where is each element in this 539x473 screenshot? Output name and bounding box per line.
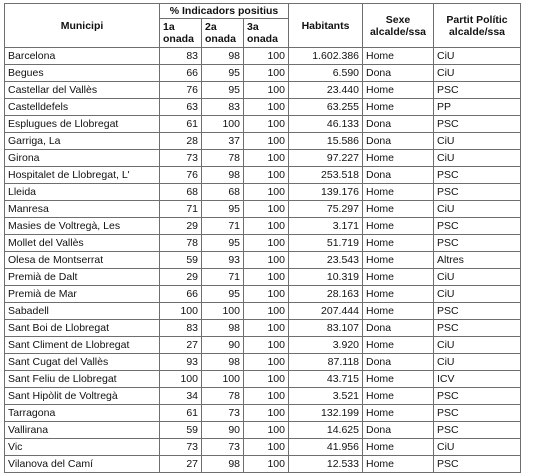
cell-habitants: 28.163 [289, 286, 363, 303]
cell-onada-1: 76 [160, 167, 202, 184]
cell-partit: PSC [434, 116, 521, 133]
cell-sexe: Home [363, 303, 434, 320]
table-row [5, 337, 521, 354]
table-row [5, 116, 521, 133]
cell-municipi: Sant Cugat del Vallès [5, 354, 160, 371]
cell-onada-2: 71 [202, 269, 244, 286]
cell-onada-3: 100 [244, 405, 289, 422]
cell-partit: CiU [434, 286, 521, 303]
cell-onada-2: 98 [202, 354, 244, 371]
cell-municipi: Hospitalet de Llobregat, L' [5, 167, 160, 184]
cell-habitants: 83.107 [289, 320, 363, 337]
cell-partit: PSC [434, 405, 521, 422]
cell-onada-2: 71 [202, 218, 244, 235]
cell-partit: PSC [434, 167, 521, 184]
cell-habitants: 23.543 [289, 252, 363, 269]
cell-onada-1: 34 [160, 388, 202, 405]
cell-onada-1: 73 [160, 150, 202, 167]
cell-municipi: Sant Hipòlit de Voltregà [5, 388, 160, 405]
cell-municipi: Castellar del Vallès [5, 82, 160, 99]
cell-habitants: 46.133 [289, 116, 363, 133]
cell-onada-1: 100 [160, 303, 202, 320]
cell-onada-2: 98 [202, 320, 244, 337]
cell-onada-1: 83 [160, 48, 202, 65]
cell-partit: Altres [434, 252, 521, 269]
cell-onada-1: 63 [160, 99, 202, 116]
table-row [5, 201, 521, 218]
cell-municipi: Mollet del Vallès [5, 235, 160, 252]
cell-municipi: Manresa [5, 201, 160, 218]
cell-sexe: Home [363, 286, 434, 303]
cell-onada-3: 100 [244, 354, 289, 371]
cell-sexe: Home [363, 439, 434, 456]
cell-onada-3: 100 [244, 439, 289, 456]
cell-onada-3: 100 [244, 235, 289, 252]
cell-partit: PSC [434, 303, 521, 320]
cell-municipi: Barcelona [5, 48, 160, 65]
cell-municipi: Vallirana [5, 422, 160, 439]
cell-habitants: 14.625 [289, 422, 363, 439]
cell-habitants: 10.319 [289, 269, 363, 286]
cell-sexe: Home [363, 150, 434, 167]
cell-onada-2: 98 [202, 167, 244, 184]
cell-habitants: 207.444 [289, 303, 363, 320]
cell-sexe: Dona [363, 422, 434, 439]
cell-habitants: 97.227 [289, 150, 363, 167]
table-row [5, 218, 521, 235]
table-row [5, 133, 521, 150]
cell-partit: PSC [434, 82, 521, 99]
cell-onada-1: 71 [160, 201, 202, 218]
cell-municipi: Sant Boi de Llobregat [5, 320, 160, 337]
cell-onada-3: 100 [244, 48, 289, 65]
header-municipi: Municipi [5, 4, 160, 48]
table-row [5, 320, 521, 337]
cell-partit: PSC [434, 388, 521, 405]
cell-onada-2: 78 [202, 388, 244, 405]
cell-onada-3: 100 [244, 252, 289, 269]
cell-habitants: 1.602.386 [289, 48, 363, 65]
cell-habitants: 132.199 [289, 405, 363, 422]
cell-sexe: Dona [363, 116, 434, 133]
cell-onada-2: 90 [202, 422, 244, 439]
cell-sexe: Home [363, 82, 434, 99]
cell-partit: PSC [434, 422, 521, 439]
cell-partit: PSC [434, 184, 521, 201]
cell-municipi: Premià de Mar [5, 286, 160, 303]
cell-onada-2: 73 [202, 405, 244, 422]
cell-habitants: 15.586 [289, 133, 363, 150]
cell-onada-3: 100 [244, 167, 289, 184]
cell-onada-3: 100 [244, 184, 289, 201]
cell-sexe: Dona [363, 65, 434, 82]
cell-habitants: 139.176 [289, 184, 363, 201]
cell-onada-2: 90 [202, 337, 244, 354]
cell-onada-2: 95 [202, 82, 244, 99]
cell-onada-2: 95 [202, 201, 244, 218]
cell-partit: PSC [434, 320, 521, 337]
cell-habitants: 87.118 [289, 354, 363, 371]
cell-onada-3: 100 [244, 116, 289, 133]
municipis-table [4, 3, 521, 473]
header-sexe: Sexe alcalde/ssa [363, 4, 434, 48]
cell-onada-3: 100 [244, 133, 289, 150]
cell-partit: CiU [434, 48, 521, 65]
cell-partit: CiU [434, 65, 521, 82]
cell-municipi: Olesa de Montserrat [5, 252, 160, 269]
cell-onada-1: 78 [160, 235, 202, 252]
cell-onada-1: 59 [160, 422, 202, 439]
cell-onada-1: 27 [160, 456, 202, 473]
cell-partit: CiU [434, 337, 521, 354]
cell-municipi: Castelldefels [5, 99, 160, 116]
cell-partit: CiU [434, 133, 521, 150]
cell-habitants: 12.533 [289, 456, 363, 473]
cell-onada-2: 98 [202, 456, 244, 473]
cell-municipi: Vilanova del Camí [5, 456, 160, 473]
cell-partit: CiU [434, 354, 521, 371]
cell-sexe: Home [363, 218, 434, 235]
cell-onada-3: 100 [244, 65, 289, 82]
cell-municipi: Tarragona [5, 405, 160, 422]
cell-onada-3: 100 [244, 388, 289, 405]
cell-habitants: 253.518 [289, 167, 363, 184]
cell-partit: PSC [434, 235, 521, 252]
cell-onada-3: 100 [244, 456, 289, 473]
cell-municipi: Begues [5, 65, 160, 82]
cell-sexe: Home [363, 388, 434, 405]
cell-onada-2: 95 [202, 65, 244, 82]
table-row [5, 354, 521, 371]
cell-sexe: Home [363, 337, 434, 354]
cell-onada-1: 68 [160, 184, 202, 201]
table-row [5, 439, 521, 456]
cell-sexe: Home [363, 201, 434, 218]
cell-municipi: Lleida [5, 184, 160, 201]
header-partit: Partit Polític alcalde/ssa [434, 4, 521, 48]
cell-partit: CiU [434, 269, 521, 286]
cell-onada-2: 100 [202, 371, 244, 388]
cell-onada-2: 100 [202, 303, 244, 320]
cell-onada-2: 100 [202, 116, 244, 133]
cell-sexe: Home [363, 405, 434, 422]
cell-onada-3: 100 [244, 320, 289, 337]
cell-onada-1: 27 [160, 337, 202, 354]
cell-onada-1: 73 [160, 439, 202, 456]
cell-onada-1: 59 [160, 252, 202, 269]
table-row [5, 184, 521, 201]
cell-onada-1: 61 [160, 405, 202, 422]
cell-habitants: 75.297 [289, 201, 363, 218]
cell-onada-2: 73 [202, 439, 244, 456]
cell-sexe: Home [363, 235, 434, 252]
table-row [5, 99, 521, 116]
cell-onada-2: 68 [202, 184, 244, 201]
cell-partit: CiU [434, 150, 521, 167]
cell-partit: CiU [434, 439, 521, 456]
cell-onada-3: 100 [244, 337, 289, 354]
table-row [5, 65, 521, 82]
cell-onada-1: 66 [160, 286, 202, 303]
cell-habitants: 63.255 [289, 99, 363, 116]
cell-onada-3: 100 [244, 371, 289, 388]
cell-habitants: 3.171 [289, 218, 363, 235]
cell-habitants: 6.590 [289, 65, 363, 82]
cell-sexe: Dona [363, 133, 434, 150]
cell-onada-2: 95 [202, 286, 244, 303]
cell-municipi: Premià de Dalt [5, 269, 160, 286]
cell-habitants: 41.956 [289, 439, 363, 456]
cell-sexe: Dona [363, 354, 434, 371]
cell-sexe: Home [363, 252, 434, 269]
cell-habitants: 3.920 [289, 337, 363, 354]
cell-sexe: Home [363, 48, 434, 65]
cell-onada-1: 83 [160, 320, 202, 337]
cell-onada-1: 76 [160, 82, 202, 99]
table-row [5, 303, 521, 320]
cell-habitants: 43.715 [289, 371, 363, 388]
cell-onada-3: 100 [244, 269, 289, 286]
table-row [5, 150, 521, 167]
cell-sexe: Dona [363, 167, 434, 184]
cell-onada-1: 28 [160, 133, 202, 150]
cell-onada-1: 93 [160, 354, 202, 371]
cell-onada-3: 100 [244, 99, 289, 116]
cell-partit: PSC [434, 218, 521, 235]
cell-municipi: Sabadell [5, 303, 160, 320]
cell-sexe: Dona [363, 320, 434, 337]
cell-onada-3: 100 [244, 150, 289, 167]
cell-municipi: Sant Climent de Llobregat [5, 337, 160, 354]
cell-onada-2: 98 [202, 48, 244, 65]
cell-municipi: Girona [5, 150, 160, 167]
table-row [5, 388, 521, 405]
cell-partit: CiU [434, 201, 521, 218]
table-row [5, 371, 521, 388]
header-onada-3: 3a onada [244, 19, 289, 48]
cell-municipi: Vic [5, 439, 160, 456]
cell-habitants: 51.719 [289, 235, 363, 252]
cell-habitants: 23.440 [289, 82, 363, 99]
cell-onada-1: 61 [160, 116, 202, 133]
cell-onada-2: 93 [202, 252, 244, 269]
table-row [5, 235, 521, 252]
cell-onada-3: 100 [244, 201, 289, 218]
cell-onada-3: 100 [244, 82, 289, 99]
cell-onada-2: 78 [202, 150, 244, 167]
cell-habitants: 3.521 [289, 388, 363, 405]
cell-partit: PSC [434, 456, 521, 473]
cell-municipi: Esplugues de Llobregat [5, 116, 160, 133]
cell-onada-2: 37 [202, 133, 244, 150]
table-row [5, 167, 521, 184]
cell-onada-1: 29 [160, 218, 202, 235]
cell-onada-3: 100 [244, 422, 289, 439]
header-habitants: Habitants [289, 4, 363, 48]
table-row [5, 422, 521, 439]
cell-sexe: Home [363, 371, 434, 388]
cell-sexe: Home [363, 184, 434, 201]
cell-municipi: Garriga, La [5, 133, 160, 150]
cell-onada-1: 29 [160, 269, 202, 286]
table-body [5, 48, 521, 473]
header-onada-2: 2a onada [202, 19, 244, 48]
header-indicadors: % Indicadors positius [160, 4, 289, 19]
cell-sexe: Home [363, 269, 434, 286]
municipis-table-container [4, 3, 521, 473]
cell-municipi: Masies de Voltregà, Les [5, 218, 160, 235]
cell-onada-2: 83 [202, 99, 244, 116]
table-row [5, 82, 521, 99]
cell-onada-3: 100 [244, 218, 289, 235]
header-row-1 [5, 4, 521, 19]
table-row [5, 286, 521, 303]
table-row [5, 48, 521, 65]
table-row [5, 252, 521, 269]
cell-onada-1: 66 [160, 65, 202, 82]
header-onada-1: 1a onada [160, 19, 202, 48]
table-row [5, 269, 521, 286]
cell-onada-3: 100 [244, 286, 289, 303]
cell-partit: ICV [434, 371, 521, 388]
cell-onada-3: 100 [244, 303, 289, 320]
cell-municipi: Sant Feliu de Llobregat [5, 371, 160, 388]
cell-sexe: Home [363, 99, 434, 116]
cell-onada-1: 100 [160, 371, 202, 388]
cell-partit: PP [434, 99, 521, 116]
cell-onada-2: 95 [202, 235, 244, 252]
cell-sexe: Home [363, 456, 434, 473]
table-row [5, 405, 521, 422]
